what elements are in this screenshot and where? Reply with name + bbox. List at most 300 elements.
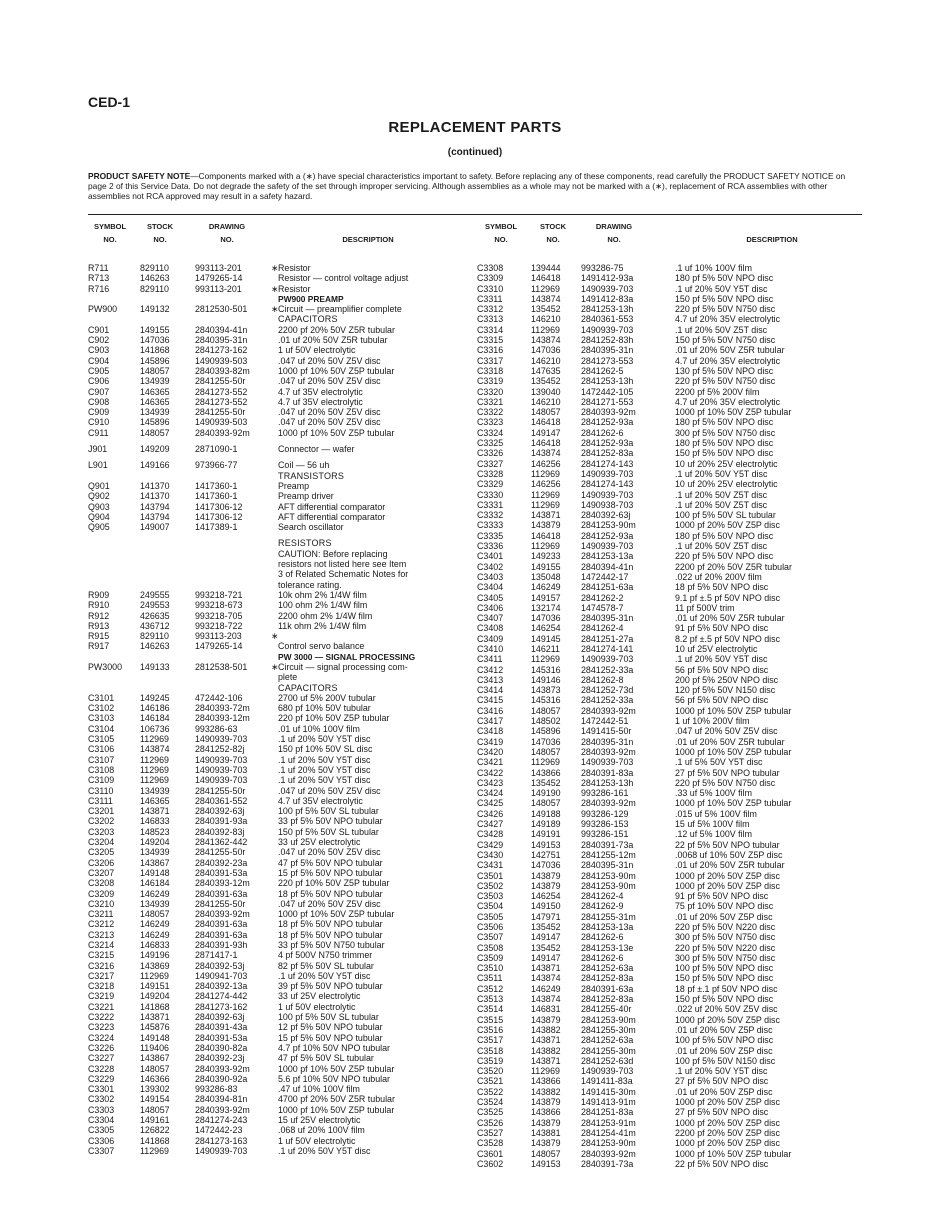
drawing-number: 2841252-73d xyxy=(581,685,634,696)
stock-number: 126822 xyxy=(140,1125,170,1136)
stock-number: 145316 xyxy=(531,695,561,706)
part-description: Resistor xyxy=(278,283,311,294)
table-row xyxy=(88,981,473,991)
drawing-number: 2840393-92m xyxy=(195,1063,250,1074)
stock-number: 146249 xyxy=(531,582,561,593)
stock-number: 149151 xyxy=(140,981,170,992)
part-description: PW 3000 — SIGNAL PROCESSING xyxy=(278,651,416,662)
part-description: 10 uf 20% 25V electrolytic xyxy=(675,458,778,469)
table-row xyxy=(88,460,473,470)
stock-number: 112969 xyxy=(140,764,169,775)
table-row xyxy=(477,819,862,829)
table-row xyxy=(477,891,862,901)
table-row xyxy=(88,672,473,682)
stock-number: 112969 xyxy=(531,654,560,665)
table-row xyxy=(477,387,862,397)
table-row xyxy=(477,407,862,417)
table-row xyxy=(88,481,473,491)
part-symbol: C3317 xyxy=(477,355,504,366)
drawing-number: 2840361-553 xyxy=(581,314,634,325)
part-description: Preamp xyxy=(278,480,310,491)
table-row xyxy=(88,1115,473,1125)
part-description: Circuit — signal processing com- xyxy=(278,661,408,672)
part-description: 180 pf 5% 50V NPO disc xyxy=(675,417,774,428)
table-row xyxy=(88,522,473,532)
drawing-number: 2812538-501 xyxy=(195,661,248,672)
part-description: 22 pf 5% 50V NPO tubular xyxy=(675,839,780,850)
table-row xyxy=(88,1136,473,1146)
drawing-number: 2840392-63j xyxy=(195,806,245,817)
table-row xyxy=(88,909,473,919)
part-description: 56 pf 5% 50V NPO disc xyxy=(675,695,769,706)
stock-number: 149204 xyxy=(140,991,170,1002)
drawing-number: 2840393-82m xyxy=(195,365,250,376)
part-symbol: C3527 xyxy=(477,1127,504,1138)
part-symbol: C3207 xyxy=(88,867,115,878)
table-row xyxy=(477,1087,862,1097)
part-symbol: C3425 xyxy=(477,798,504,809)
table-row xyxy=(477,1076,862,1086)
stock-number: 149196 xyxy=(140,950,170,961)
drawing-number: 2840392-23j xyxy=(195,1053,245,1064)
part-description: 100 pf 5% 50V N150 disc xyxy=(675,1055,776,1066)
part-description: 33 pf 5% 50V NPO tubular xyxy=(278,816,383,827)
stock-number: 145896 xyxy=(140,355,170,366)
safety-mark: ∗ xyxy=(271,304,279,315)
table-row xyxy=(88,847,473,857)
drawing-number: 2841253-13a xyxy=(581,922,634,932)
part-description: Resistor — control voltage adjust xyxy=(278,273,409,284)
stock-number: 146186 xyxy=(140,703,170,714)
part-description: .33 uf 5% 100V film xyxy=(675,788,752,799)
part-symbol: C3515 xyxy=(477,1014,504,1025)
part-description: 27 pf 5% 50V NPO tubular xyxy=(675,767,780,778)
stock-number: 134939 xyxy=(140,898,170,909)
part-symbol: C3428 xyxy=(477,829,504,840)
table-row xyxy=(88,1094,473,1104)
drawing-number: 1417389-1 xyxy=(195,522,238,533)
part-symbol: J901 xyxy=(88,444,108,455)
stock-number: 143881 xyxy=(531,1127,561,1138)
part-symbol: C3316 xyxy=(477,345,504,356)
part-description: .1 uf 20% 50V Y5T disc xyxy=(278,734,371,745)
part-symbol: C3429 xyxy=(477,839,504,850)
drawing-number: 2841252-33a xyxy=(581,695,634,706)
stock-number: 143869 xyxy=(140,960,170,971)
table-row xyxy=(477,335,862,345)
part-symbol: C3218 xyxy=(88,981,115,992)
stock-number: 146263 xyxy=(140,641,170,652)
part-symbol: C3108 xyxy=(88,764,115,775)
category-heading xyxy=(88,538,473,548)
drawing-number: 993286-161 xyxy=(581,788,629,799)
table-row xyxy=(88,1022,473,1032)
part-symbol: C3516 xyxy=(477,1024,504,1035)
drawing-number: 2840392-63j xyxy=(581,510,631,521)
stock-number: 146249 xyxy=(531,983,561,994)
symbol-header: SYMBOL NO. xyxy=(484,222,518,244)
table-row xyxy=(477,1159,862,1169)
stock-number: 147635 xyxy=(531,365,561,376)
drawing-number: 2840395-31n xyxy=(581,345,634,356)
stock-number: 146249 xyxy=(140,888,170,899)
part-symbol: C3411 xyxy=(477,654,503,665)
stock-number: 146365 xyxy=(140,386,170,397)
part-description: 1000 pf 20% 50V Z5P disc xyxy=(675,520,780,531)
drawing-number: 2841255-12m xyxy=(581,849,636,860)
part-description: 18 pf 5% 50V NPO disc xyxy=(675,582,769,593)
drawing-number: 2840393-12m xyxy=(195,713,250,724)
drawing-number: 993286-83 xyxy=(195,1084,238,1095)
stock-number: 143871 xyxy=(531,510,561,521)
part-symbol: C3509 xyxy=(477,952,504,963)
part-symbol: C3403 xyxy=(477,571,504,582)
safety-note-label: PRODUCT SAFETY NOTE xyxy=(88,171,191,181)
safety-mark: ∗ xyxy=(271,263,279,273)
table-row xyxy=(88,345,473,355)
drawing-number: 2841262-4 xyxy=(581,891,624,902)
stock-number: 146366 xyxy=(140,1073,170,1084)
stock-number: 143882 xyxy=(531,1024,561,1035)
table-row xyxy=(477,860,862,870)
stock-number: 148057 xyxy=(140,1063,170,1074)
table-row xyxy=(88,366,473,376)
part-description: .047 uf 20% 50V Z5V disc xyxy=(675,726,778,737)
drawing-number: 2840393-92m xyxy=(581,798,636,809)
part-description: 22 pf 5% 50V NPO disc xyxy=(675,1158,769,1169)
drawing-number: 1490939-703 xyxy=(581,324,634,335)
part-symbol: C3228 xyxy=(88,1063,115,1074)
stock-number: 147036 xyxy=(531,613,561,624)
stock-header: STOCK NO. xyxy=(146,222,174,244)
part-symbol: C3314 xyxy=(477,324,504,335)
part-symbol: C3103 xyxy=(88,713,115,724)
part-description: Coil — 56 uh xyxy=(278,460,330,471)
stock-number: 143874 xyxy=(531,448,561,459)
part-description: 220 pf 5% 50V N220 disc xyxy=(675,942,776,953)
table-row xyxy=(477,644,862,654)
table-row xyxy=(477,1107,862,1117)
drawing-number: 2841274-143 xyxy=(581,458,634,469)
stock-number: 149148 xyxy=(140,867,170,878)
part-symbol: C3508 xyxy=(477,942,504,953)
section-heading xyxy=(88,294,473,304)
part-symbol: C3602 xyxy=(477,1158,504,1169)
part-description: .1 uf 20% 50V Y5T disc xyxy=(278,764,371,775)
part-symbol: C3426 xyxy=(477,808,504,819)
part-symbol: C3336 xyxy=(477,541,504,552)
drawing-number: 2840393-12m xyxy=(195,878,250,889)
part-description: 1 uf 50V electrolytic xyxy=(278,345,356,356)
part-symbol: C3318 xyxy=(477,365,504,376)
table-row xyxy=(88,1064,473,1074)
stock-number: 112969 xyxy=(140,775,169,786)
part-description: 4.7 uf 20% 35V electrolytic xyxy=(675,396,781,407)
part-description: 180 pf 5% 50V NPO disc xyxy=(675,530,774,541)
table-row xyxy=(477,695,862,705)
stock-number: 149147 xyxy=(531,932,561,943)
stock-number: 146256 xyxy=(531,458,561,469)
part-description: .01 uf 20% 50V Z5P disc xyxy=(675,1086,773,1097)
part-symbol: C3311 xyxy=(477,293,503,304)
stock-number: 143867 xyxy=(140,1053,170,1064)
part-symbol: C3521 xyxy=(477,1076,504,1087)
stock-number: 141370 xyxy=(140,491,170,502)
table-row xyxy=(88,755,473,765)
stock-number: 112969 xyxy=(531,757,560,768)
part-description: 300 pf 5% 50V N750 disc xyxy=(675,932,776,943)
stock-number: 139444 xyxy=(531,263,561,273)
part-description: 39 pf 5% 50V NPO tubular xyxy=(278,981,383,992)
part-description: .047 uf 20% 50V Z5V disc xyxy=(278,785,381,796)
stock-number: 149146 xyxy=(531,674,561,685)
stock-number: 112969 xyxy=(140,1145,169,1156)
part-symbol: C3204 xyxy=(88,837,115,848)
drawing-number: 2841253-13a xyxy=(581,551,634,562)
part-description: 2200 ohm 2% 1/4W film xyxy=(278,610,373,621)
page-id: CED-1 xyxy=(88,94,131,110)
stock-number: 829110 xyxy=(140,283,169,294)
stock-number: 134939 xyxy=(140,847,170,858)
table-row xyxy=(477,603,862,613)
drawing-number: 1490939-703 xyxy=(195,734,248,745)
part-symbol: C3210 xyxy=(88,898,115,909)
drawing-number: 1474578-7 xyxy=(581,602,624,613)
table-row xyxy=(477,1128,862,1138)
table-row xyxy=(477,273,862,283)
table-row xyxy=(88,631,473,641)
safety-note-text: —Components marked with a (∗) have special characteristics important to safety. Before replacing any of these components, read carefully the PRODUCT SAFETY NOTICE on page 2 of this Service Data. Do not degrade the safety of the set through improper servicing. Although assemblies as a whole may not be marked with a (∗), replacement of RCA assemblies with other assemblies not RCA approved may result in a safety hazard. xyxy=(88,171,846,201)
part-description: 1000 pf 20% 50V Z5P disc xyxy=(675,870,780,881)
part-description: 33 uf 25V electrolytic xyxy=(278,991,361,1002)
stock-number: 149209 xyxy=(140,444,170,455)
part-description: 180 pf 5% 50V NPO disc xyxy=(675,273,774,284)
part-description: 1000 pf 10% 50V Z5P tubular xyxy=(278,1063,395,1074)
table-row xyxy=(477,1015,862,1025)
category-heading xyxy=(88,314,473,324)
drawing-number: 2841253-90m xyxy=(581,1138,636,1149)
part-description: 150 pf 5% 50V NPO disc xyxy=(675,293,774,304)
stock-number: 146365 xyxy=(140,795,170,806)
stock-number: 249553 xyxy=(140,600,170,611)
parts-column-right xyxy=(477,220,862,1220)
table-row xyxy=(88,713,473,723)
stock-number: 148057 xyxy=(531,798,561,809)
part-symbol: C3528 xyxy=(477,1138,504,1149)
table-row xyxy=(477,593,862,603)
drawing-number: 2841273-162 xyxy=(195,1001,248,1012)
part-description: Connector — wafer xyxy=(278,444,355,455)
stock-number: 141868 xyxy=(140,1135,170,1146)
stock-number: 149190 xyxy=(531,788,561,799)
table-row xyxy=(88,796,473,806)
table-row xyxy=(477,356,862,366)
part-description: 91 pf 5% 50V NPO disc xyxy=(675,623,769,634)
part-symbol: C3227 xyxy=(88,1053,115,1064)
part-description: 300 pf 5% 50V N750 disc xyxy=(675,427,776,438)
part-description: 2200 pf 5% 200V film xyxy=(675,386,760,397)
stock-number: 146249 xyxy=(140,929,170,940)
table-row xyxy=(477,531,862,541)
part-description: Control servo balance xyxy=(278,641,365,652)
drawing-number: 2841255-50r xyxy=(195,407,246,418)
table-row xyxy=(477,500,862,510)
drawing-number: 2840394-81n xyxy=(195,1094,248,1105)
part-symbol: C3511 xyxy=(477,973,503,984)
stock-number: 149155 xyxy=(140,324,170,335)
table-row xyxy=(88,428,473,438)
stock-number: 112969 xyxy=(531,499,560,510)
drawing-number: 1490939-703 xyxy=(195,764,248,775)
part-description: 300 pf 5% 50V N750 disc xyxy=(675,952,776,963)
part-symbol: C3329 xyxy=(477,479,504,490)
table-row xyxy=(88,662,473,672)
part-symbol: C3503 xyxy=(477,891,504,902)
stock-number: 148057 xyxy=(140,1104,170,1115)
part-symbol: C3212 xyxy=(88,919,115,930)
table-row xyxy=(477,665,862,675)
table-row xyxy=(88,889,473,899)
part-description: .01 uf 20% 50V Z5R tubular xyxy=(278,335,388,346)
table-row xyxy=(477,428,862,438)
part-description: 11k ohm 2% 1/4W film xyxy=(278,620,367,631)
table-row xyxy=(88,1146,473,1156)
drawing-number: 2841273-552 xyxy=(195,386,248,397)
drawing-number: 2841251-83a xyxy=(581,1107,634,1118)
part-description: .1 uf 20% 50V Y5T disc xyxy=(675,654,768,665)
drawing-number: 2840391-93a xyxy=(195,816,248,827)
part-description: .01 uf 20% 50V Z5R tubular xyxy=(675,613,785,624)
drawing-number: 1491415-30m xyxy=(581,1086,636,1097)
drawing-number: 2840391-63a xyxy=(195,929,248,940)
stock-number: 149245 xyxy=(140,692,170,703)
part-description: .01 uf 20% 50V Z5R tubular xyxy=(675,736,785,747)
table-row xyxy=(477,1066,862,1076)
part-description: Resistor xyxy=(278,263,311,273)
part-description: 150 pf 5% 50V NPO disc xyxy=(675,994,774,1005)
table-row xyxy=(477,490,862,500)
table-row xyxy=(88,1002,473,1012)
drawing-number: 2840391-63a xyxy=(195,888,248,899)
drawing-number: 993218-722 xyxy=(195,620,243,631)
part-symbol: C3601 xyxy=(477,1148,504,1159)
table-row xyxy=(88,868,473,878)
table-row xyxy=(477,757,862,767)
drawing-number: 2841255-30m xyxy=(581,1024,636,1035)
part-symbol: C3422 xyxy=(477,767,504,778)
part-symbol: C3410 xyxy=(477,643,504,654)
stock-number: 146210 xyxy=(531,314,561,325)
table-row xyxy=(88,502,473,512)
part-description: 10 uf 25V electrolytic xyxy=(675,643,758,654)
stock-number: 135048 xyxy=(531,571,561,582)
part-symbol: C903 xyxy=(88,345,110,356)
drawing-header: DRAWING NO. xyxy=(595,222,633,244)
table-row xyxy=(477,943,862,953)
part-symbol: C3505 xyxy=(477,911,504,922)
drawing-number: 2840393-92m xyxy=(195,427,250,438)
part-description: 4.7 uf 35V electrolytic xyxy=(278,795,363,806)
table-row xyxy=(477,376,862,386)
part-description: .1 uf 20% 50V Y5T disc xyxy=(675,1066,768,1077)
table-row xyxy=(88,1105,473,1115)
table-row xyxy=(477,912,862,922)
part-symbol: C3219 xyxy=(88,991,115,1002)
table-row xyxy=(88,1043,473,1053)
table-row xyxy=(88,397,473,407)
part-description: TRANSISTORS xyxy=(278,470,345,481)
part-description: 200 pf 5% 250V NPO disc xyxy=(675,674,779,685)
part-symbol: C3406 xyxy=(477,602,504,613)
part-symbol: C3301 xyxy=(88,1084,115,1095)
part-symbol: C3107 xyxy=(88,754,115,765)
drawing-number: 2841255-50r xyxy=(195,785,246,796)
table-row xyxy=(88,816,473,826)
drawing-number: 1490939-703 xyxy=(581,541,634,552)
table-row xyxy=(88,930,473,940)
part-symbol: C3217 xyxy=(88,970,115,981)
drawing-number: 1490939-703 xyxy=(195,754,248,765)
stock-number: 148057 xyxy=(140,365,170,376)
stock-number: 143879 xyxy=(531,870,561,881)
part-symbol: C3412 xyxy=(477,664,504,675)
table-row xyxy=(88,611,473,621)
part-description: 3 of Related Schematic Notes for xyxy=(278,569,409,580)
stock-number: 146833 xyxy=(140,816,170,827)
stock-number: 147036 xyxy=(140,335,170,346)
part-description: 1000 pf 10% 50V Z5P tubular xyxy=(675,746,792,757)
drawing-number: 1417360-1 xyxy=(195,480,238,491)
drawing-number: 2841262-5 xyxy=(581,365,624,376)
stock-number: 112969 xyxy=(140,734,169,745)
part-description: .047 uf 20% 50V Z5V disc xyxy=(278,407,381,418)
part-description: 2200 pf 20% 50V Z5P disc xyxy=(675,1127,780,1138)
part-description: .068 uf 20% 100V film xyxy=(278,1125,365,1136)
stock-number: 146833 xyxy=(140,940,170,950)
part-description: 1 uf 10% 200V film xyxy=(675,716,750,727)
part-description: 100 pf 5% 50V NPO disc xyxy=(675,963,774,974)
table-row xyxy=(477,788,862,798)
part-description: 1000 pf 20% 50V Z5P disc xyxy=(675,1138,780,1149)
part-symbol: C3304 xyxy=(88,1115,115,1126)
part-symbol: C901 xyxy=(88,324,110,335)
part-symbol: C3427 xyxy=(477,819,504,830)
part-symbol: C3226 xyxy=(88,1042,115,1053)
part-description: 150 pf 10% 50V SL disc xyxy=(278,744,373,755)
stock-number: 143879 xyxy=(531,1097,561,1108)
stock-number: 145896 xyxy=(531,726,561,737)
stock-number: 436712 xyxy=(140,620,170,631)
table-row xyxy=(477,1025,862,1035)
part-description: 4.7 uf 35V electrolytic xyxy=(278,386,363,397)
stock-number: 149161 xyxy=(140,1115,170,1126)
stock-number: 147036 xyxy=(531,860,561,871)
part-symbol: C3102 xyxy=(88,703,115,714)
stock-number: 146365 xyxy=(140,396,170,407)
part-description: 10 uf 20% 25V electrolytic xyxy=(675,479,778,490)
part-description: .01 uf 20% 50V Z5P disc xyxy=(675,911,773,922)
stock-number: 143866 xyxy=(531,767,561,778)
drawing-number: 2841253-90m xyxy=(581,880,636,891)
part-description: .1 uf 20% 50V Y5T disc xyxy=(675,468,768,479)
table-row xyxy=(477,634,862,644)
stock-number: 148502 xyxy=(531,716,561,727)
part-symbol: C910 xyxy=(88,417,110,428)
part-description: 15 uf 25V electrolytic xyxy=(278,1115,361,1126)
part-description: 1000 pf 10% 50V Z5P tubular xyxy=(675,1148,792,1159)
table-row xyxy=(88,590,473,600)
part-description: 82 pf 5% 50V SL tubular xyxy=(278,960,374,971)
